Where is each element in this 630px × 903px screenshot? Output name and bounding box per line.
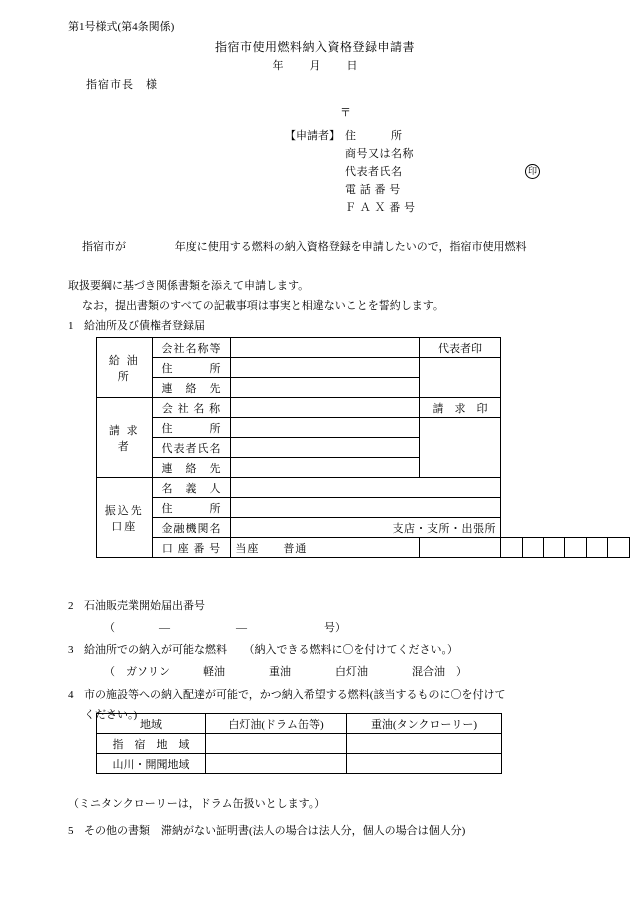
table-row [97,398,630,418]
account-digit-cell[interactable] [420,538,501,558]
section-2-number: 2 [68,600,74,612]
input-cell[interactable] [231,478,501,498]
applicant-row [285,181,435,199]
input-cell[interactable] [231,438,420,458]
group-label-fuel-station: 給 油 所 [97,338,153,398]
branch-note: 支店・支所・出張所 [231,518,501,538]
section-4-number: 4 [68,689,74,701]
input-cell[interactable] [347,754,502,774]
section-2-heading [68,597,205,613]
section-1-title: 給油所及び債権者登録届 [84,320,205,332]
date-month: 月 [309,60,321,72]
body-paragraph-1 [68,237,568,257]
row-label-bank-address: 住 所 [152,498,231,518]
body-p1-part-b: 年度に使用する燃料の納入資格登録を申請したいので，指宿市使用燃料 [174,241,527,253]
addressee: 指宿市長 様 [86,79,158,91]
section-1-number: 1 [68,320,74,332]
row-label-company-name: 会社名称等 [152,338,231,358]
section-5-title: その他の書類 滞納がない証明書(法人の場合は法人分，個人の場合は個人分) [84,825,466,837]
registration-table [96,337,630,558]
column-header-heavy-oil: 重油(タンクローリー) [347,714,502,734]
section-3-title: 給油所での納入が可能な燃料 （納入できる燃料に〇を付けてください。） [84,644,458,656]
table-row [97,734,502,754]
section-4-note: （ミニタンクローリーは，ドラム缶扱いとします。） [68,798,326,810]
body-paragraph-1-cont: 取扱要綱に基づき関係書類を添えて申請します。 [68,280,310,292]
table-row [97,358,630,378]
applicant-label-representative: 代表者氏名 [345,166,403,178]
seal-cell-representative[interactable] [420,358,501,398]
section-4-title-cont: ください。) [84,709,138,721]
document-title: 指宿市使用燃料納入資格登録申請書 [214,40,415,54]
applicant-label-address: 住 所 [345,130,403,142]
table-row [97,538,630,558]
input-cell[interactable] [231,358,420,378]
group-label-claimant: 請 求 者 [97,398,153,478]
account-digit-cell[interactable] [565,538,586,558]
row-label-claim-representative: 代表者氏名 [152,438,231,458]
date-day: 日 [346,60,358,72]
form-number: 第1号様式(第4条関係) [68,21,175,33]
row-label-account-holder: 名 義 人 [152,478,231,498]
section-3-heading [68,641,458,657]
section-1-heading [68,317,205,333]
applicant-label-fax: Ｆ Ａ Ｘ 番 号 [345,202,416,214]
applicant-label-phone: 電 話 番 号 [345,184,401,196]
table-row [97,458,630,478]
group-label-bank-account: 振込先口座 [97,478,153,558]
seal-label-claim: 請 求 印 [420,398,501,418]
table-row [97,438,630,458]
table-row [97,378,630,398]
date-line [0,57,630,73]
account-type-options[interactable]: 当座 普通 [231,538,420,558]
account-digit-cell[interactable] [586,538,607,558]
postal-symbol: 〒 [340,107,351,119]
table-header-row [97,714,502,734]
input-cell[interactable] [231,458,420,478]
table-row [97,754,502,774]
table-row [97,518,630,538]
body-paragraph-2: なお，提出書類のすべての記載事項は事実と相違ないことを誓約します。 [82,300,444,312]
account-digit-cell[interactable] [608,538,630,558]
applicant-row [285,145,435,163]
account-digit-cell[interactable] [522,538,543,558]
input-cell[interactable] [231,378,420,398]
column-header-area: 地域 [97,714,206,734]
input-cell[interactable] [347,734,502,754]
section-3-number: 3 [68,644,74,656]
section-2-blank[interactable]: （ ― ― 号） [104,622,346,634]
applicant-label-company: 商号又は名称 [345,148,414,160]
input-cell[interactable] [231,418,420,438]
input-cell[interactable] [206,734,347,754]
input-cell[interactable] [206,754,347,774]
section-5-number: 5 [68,825,74,837]
section-4-title: 市の施設等への納入配達が可能で，かつ納入希望する燃料(該当するものに〇を付けて [84,689,506,701]
applicant-tag: 【申請者】 [285,130,340,142]
table-row [97,478,630,498]
row-label-contact: 連 絡 先 [152,378,231,398]
body-p1-part-a: 指宿市が [82,241,126,253]
row-label-claim-company: 会 社 名 称 [152,398,231,418]
row-label-account-number: 口 座 番 号 [152,538,231,558]
table-row [97,338,630,358]
row-label-claim-address: 住 所 [152,418,231,438]
seal-cell-claim[interactable] [420,418,501,478]
date-year: 年 [272,60,284,72]
seal-label-representative: 代表者印 [420,338,501,358]
column-header-kerosene: 白灯油(ドラム缶等) [206,714,347,734]
row-label-yamagawa-kaimon-area: 山川・開聞地域 [97,754,206,774]
table-row [97,418,630,438]
account-digit-cell[interactable] [501,538,522,558]
applicant-row [285,127,435,145]
applicant-row [285,199,435,217]
input-cell[interactable] [231,398,420,418]
row-label-address: 住 所 [152,358,231,378]
section-3-options[interactable]: （ ガソリン 軽油 重油 白灯油 混合油 ） [104,666,467,678]
applicant-row [285,163,435,181]
row-label-bank-name: 金融機関名 [152,518,231,538]
section-2-title: 石油販売業開始届出番号 [84,600,205,612]
input-cell[interactable] [231,498,501,518]
delivery-area-table [96,713,502,774]
seal-icon: 印 [525,164,540,179]
account-digit-cell[interactable] [543,538,564,558]
row-label-ibusuki-area: 指 宿 地 域 [97,734,206,754]
row-label-claim-contact: 連 絡 先 [152,458,231,478]
section-5-heading [68,822,465,838]
applicant-block [285,127,435,217]
input-cell[interactable] [231,338,420,358]
table-row [97,498,630,518]
